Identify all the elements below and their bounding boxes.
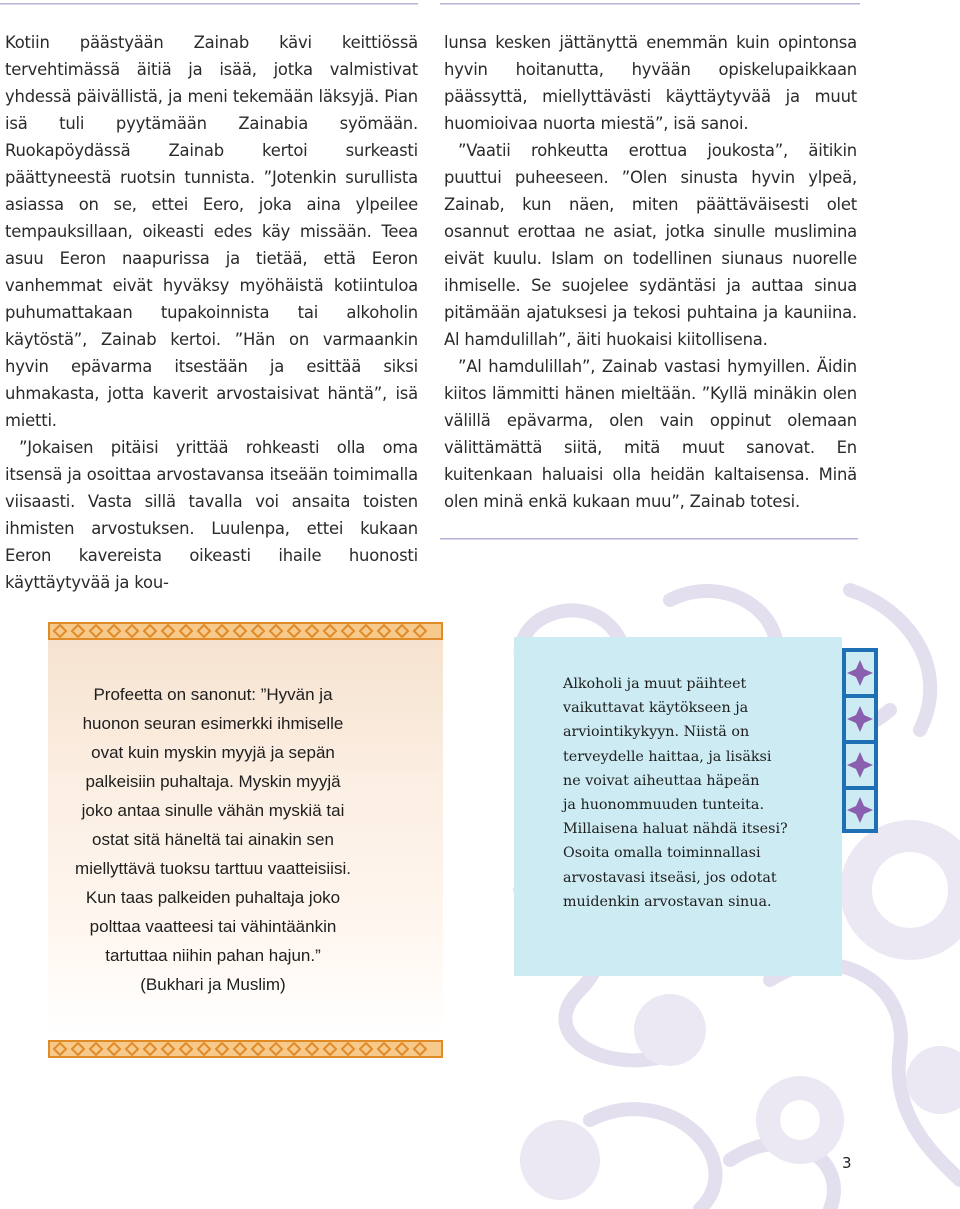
top-rule-left — [0, 3, 418, 5]
left-text-column — [5, 29, 418, 596]
ornamental-band-top — [48, 622, 443, 640]
info-line: Millaisena haluat nähdä itsesi? — [563, 821, 788, 838]
page-number: 3 — [842, 1154, 852, 1172]
body-paragraph: ”Vaatii rohkeutta erottua joukosta”, äitikin puuttui puheeseen. ”Olen sinusta hyvin ylpeä, Zainab, kun näen, miten päättäväisesti olet osannut erottaa ne asiat, jotka sinulle muslimina eivät kuulu. Islam on todellinen siunaus nuorelle ihmiselle. Se suojelee sydäntäsi ja auttaa sinua pitämään ajatuksesi ja tekosi puhtaina ja kauniina. Al hamdulillah”, äiti huokaisi kiitollisena. — [444, 141, 857, 349]
top-rule-right — [440, 3, 860, 5]
hadith-line: ovat kuin myskin myyjä ja sepän — [91, 743, 335, 762]
hadith-line: ostat sitä häneltä tai ainakin sen — [92, 830, 334, 849]
hadith-quote — [68, 680, 358, 999]
hadith-line: Kun taas palkeiden puhaltaja joko — [85, 888, 341, 907]
info-line: arvostavasi itseäsi, jos odotat — [563, 869, 777, 886]
body-paragraph: ”Al hamdulillah”, Zainab vastasi hymyillen. Äidin kiitos lämmitti hänen mieltään. ”Kyllä minäkin olen välillä epävarma, olen vain oppinut olemaan välittämättä siitä, mitä muut sanovat. En kuitenkaan haluaisi olla heidän kaltaisensa. Minä olen minä enkä kukaan muu”, Zainab totesi. — [444, 357, 857, 511]
body-paragraph: ”Jokaisen pitäisi yrittää rohkeasti olla oma itsensä ja osoittaa arvostavansa itseään toimimalla viisaasti. Vasta sillä tavalla voi ansaita toisten ihmisten arvostuksen. Luulenpa, ettei kukaan Eeron kavereista oikeasti ihaile huonosti käyttäytyvää ja kou- — [5, 438, 418, 592]
info-line: arviointikykyyn. Niistä on — [563, 724, 750, 741]
info-line: Osoita omalla toiminnallasi — [563, 845, 761, 862]
right-text-column — [444, 29, 857, 515]
info-line: ja huonommuuden tunteita. — [563, 797, 764, 814]
info-line: terveydelle haittaa, ja lisäksi — [563, 748, 772, 765]
info-line: muidenkin arvostavan sinua. — [563, 893, 772, 910]
hadith-line: joko antaa sinulle vähän myskiä tai — [81, 801, 345, 820]
info-box-text — [563, 672, 833, 914]
info-line: vaikuttavat käytökseen ja — [563, 700, 749, 717]
hadith-source: (Bukhari ja Muslim) — [140, 975, 286, 994]
ornamental-band-bottom — [48, 1040, 443, 1058]
hadith-line: palkeisiin puhaltaja. Myskin myyjä — [85, 772, 341, 791]
bottom-rule — [440, 538, 858, 540]
info-line: Alkoholi ja muut päihteet — [563, 676, 747, 692]
hadith-line: Profeetta on sanonut: ”Hyvän ja — [93, 685, 333, 704]
body-paragraph: Kotiin päästyään Zainab kävi keittiössä tervehtimässä äitiä ja isää, jotka valmistivat yhdessä päivällistä, ja meni tekemään läksyjä. Pian isä tuli pyytämään Zainabia syömään. Ruokapöydässä Zainab kertoi surkeasti päättyneestä ruotsin tunnista. ”Jotenkin surullista asiassa on se, ettei Eero, joka aina ylpeilee tempauksillaan, oikeasti edes käy missään. Teea asuu Eeron naapurissa ja tietää, että Eeron vanhemmat eivät hyväksy myöhäistä kotiintuloa puhumattakaan tupakoinnista tai alkoholin käytöstä”, Zainab kertoi. ”Hän on varmaankin hyvin epävarma itsestään ja esittää siksi uhmakasta, jotta kaverit arvostaisivat häntä”, isä mietti. — [5, 33, 418, 430]
info-line: ne voivat aiheuttaa häpeän — [563, 772, 760, 789]
hadith-line: polttaa vaatteesi tai vähintäänkin — [89, 917, 337, 936]
hadith-line: miellyttävä tuoksu tarttuu vaatteisiisi. — [75, 859, 351, 878]
star-tile-strip — [842, 648, 878, 833]
hadith-line: huonon seuran esimerkki ihmiselle — [82, 714, 344, 733]
body-paragraph: lunsa kesken jättänyttä enemmän kuin opintonsa hyvin hoitanutta, hyvään opiskelupaikkaan päässyttä, miellyttävästi käyttäytyvää ja muut huomioivaa nuorta miestä”, isä sanoi. — [444, 33, 857, 133]
hadith-line: tartuttaa niihin pahan hajun.” — [105, 946, 321, 965]
